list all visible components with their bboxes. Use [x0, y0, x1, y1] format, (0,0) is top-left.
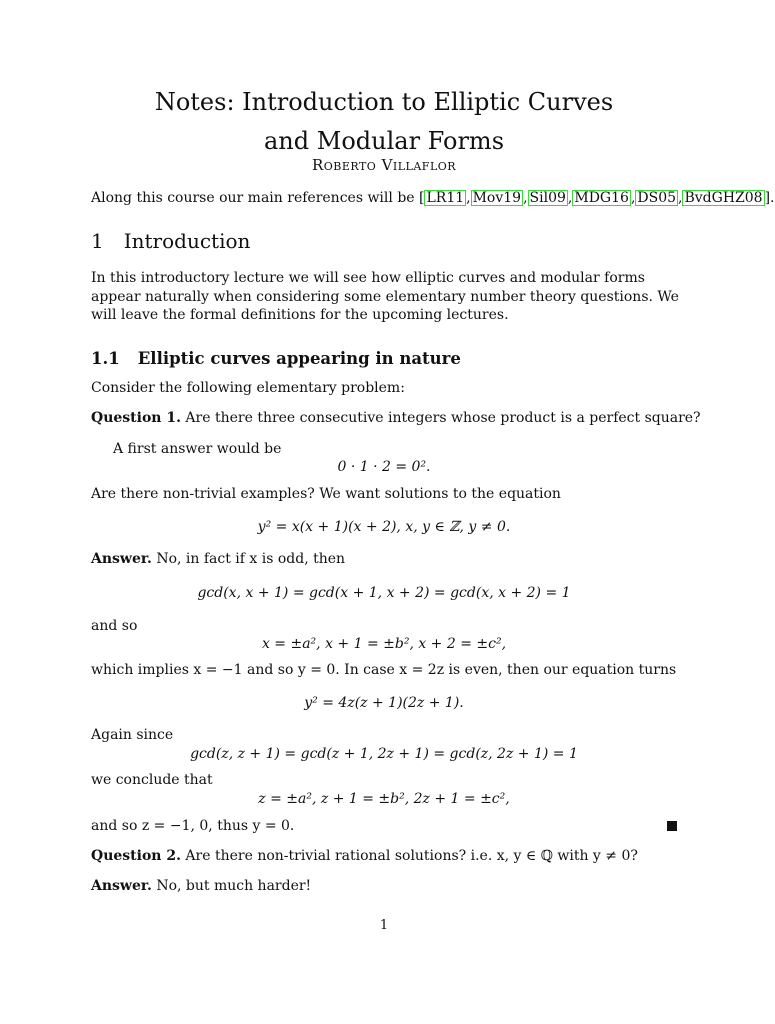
implies-text: which implies x = −1 and so y = 0. In case x = 2z is even, then our equation turns — [91, 662, 677, 678]
references-line: Along this course our main references will be [ LR11 , Mov19 , Sil09 , MDG16 , DS05 , BvdGHZ08 ]. — [91, 190, 775, 206]
question-1 — [91, 410, 701, 426]
equation-5: y² = 4z(z + 1)(2z + 1). — [304, 695, 464, 711]
subsection-number: 1.1 — [91, 349, 120, 368]
ref-bvdghz08[interactable]: BvdGHZ08 — [684, 190, 763, 206]
references-intro: Along this course our main references will be [ — [91, 190, 425, 206]
question-2-label: Question 2. — [91, 848, 181, 864]
question-2 — [91, 848, 638, 864]
answer-1-text: No, in fact if x is odd, then — [156, 551, 346, 567]
section-heading — [91, 229, 250, 253]
author: Roberto Villaflor — [311, 156, 457, 174]
answer-2 — [91, 878, 311, 894]
equation-7: z = ±a², z + 1 = ±b², 2z + 1 = ±c², — [258, 791, 510, 807]
equation-4: x = ±a², x + 1 = ±b², x + 2 = ±c², — [261, 636, 507, 652]
title-line-1: Notes: Introduction to Elliptic Curves — [154, 88, 614, 116]
nontrivial-text: Are there non-trivial examples? We want solutions to the equation — [91, 486, 561, 502]
we-conclude-text: we conclude that — [91, 772, 213, 788]
equation-1: 0 · 1 · 2 = 0². — [337, 459, 431, 475]
question-1-text: Are there three consecutive integers whose product is a perfect square? — [185, 410, 701, 426]
ref-mov19[interactable]: Mov19 — [472, 190, 522, 206]
and-so-text: and so — [91, 618, 138, 634]
question-1-label: Question 1. — [91, 410, 181, 426]
equation-6: gcd(z, z + 1) = gcd(z + 1, 2z + 1) = gcd(z, 2z + 1) = 1 — [190, 746, 578, 762]
subsection-heading — [91, 349, 461, 368]
ref-ds05[interactable]: DS05 — [637, 190, 677, 206]
question-2-text: Are there non-trivial rational solutions? i.e. x, y ∈ ℚ with y ≠ 0? — [185, 848, 638, 864]
consider-text: Consider the following elementary problem: — [91, 380, 405, 396]
equation-3: gcd(x, x + 1) = gcd(x + 1, x + 2) = gcd(x, x + 2) = 1 — [197, 585, 571, 601]
again-since-text: Again since — [91, 727, 174, 743]
title-line-2: and Modular Forms — [263, 127, 505, 155]
section-title: Introduction — [123, 229, 251, 253]
first-answer-text: A first answer would be — [113, 441, 282, 457]
equation-2: y² = x(x + 1)(x + 2), x, y ∈ ℤ, y ≠ 0. — [257, 519, 511, 535]
subsection-title: Elliptic curves appearing in nature — [137, 349, 461, 368]
ref-mdg16[interactable]: MDG16 — [574, 190, 629, 206]
qed-square — [667, 821, 677, 831]
answer-1 — [91, 551, 345, 567]
ref-lr11[interactable]: LR11 — [426, 190, 465, 206]
answer-2-text: No, but much harder! — [156, 878, 312, 894]
answer-1-label: Answer. — [91, 551, 152, 567]
and-so-z-text: and so z = −1, 0, thus y = 0. — [91, 818, 295, 834]
answer-2-label: Answer. — [91, 878, 152, 894]
section-number: 1 — [91, 229, 104, 253]
intro-paragraph: In this introductory lecture we will see how elliptic curves and modular forms appear naturally when considering some elementary number theory questions. We will leave the formal definitions for the upcoming lectures. — [91, 270, 679, 323]
ref-sil09[interactable]: Sil09 — [529, 190, 566, 206]
page-number: 1 — [379, 918, 389, 933]
